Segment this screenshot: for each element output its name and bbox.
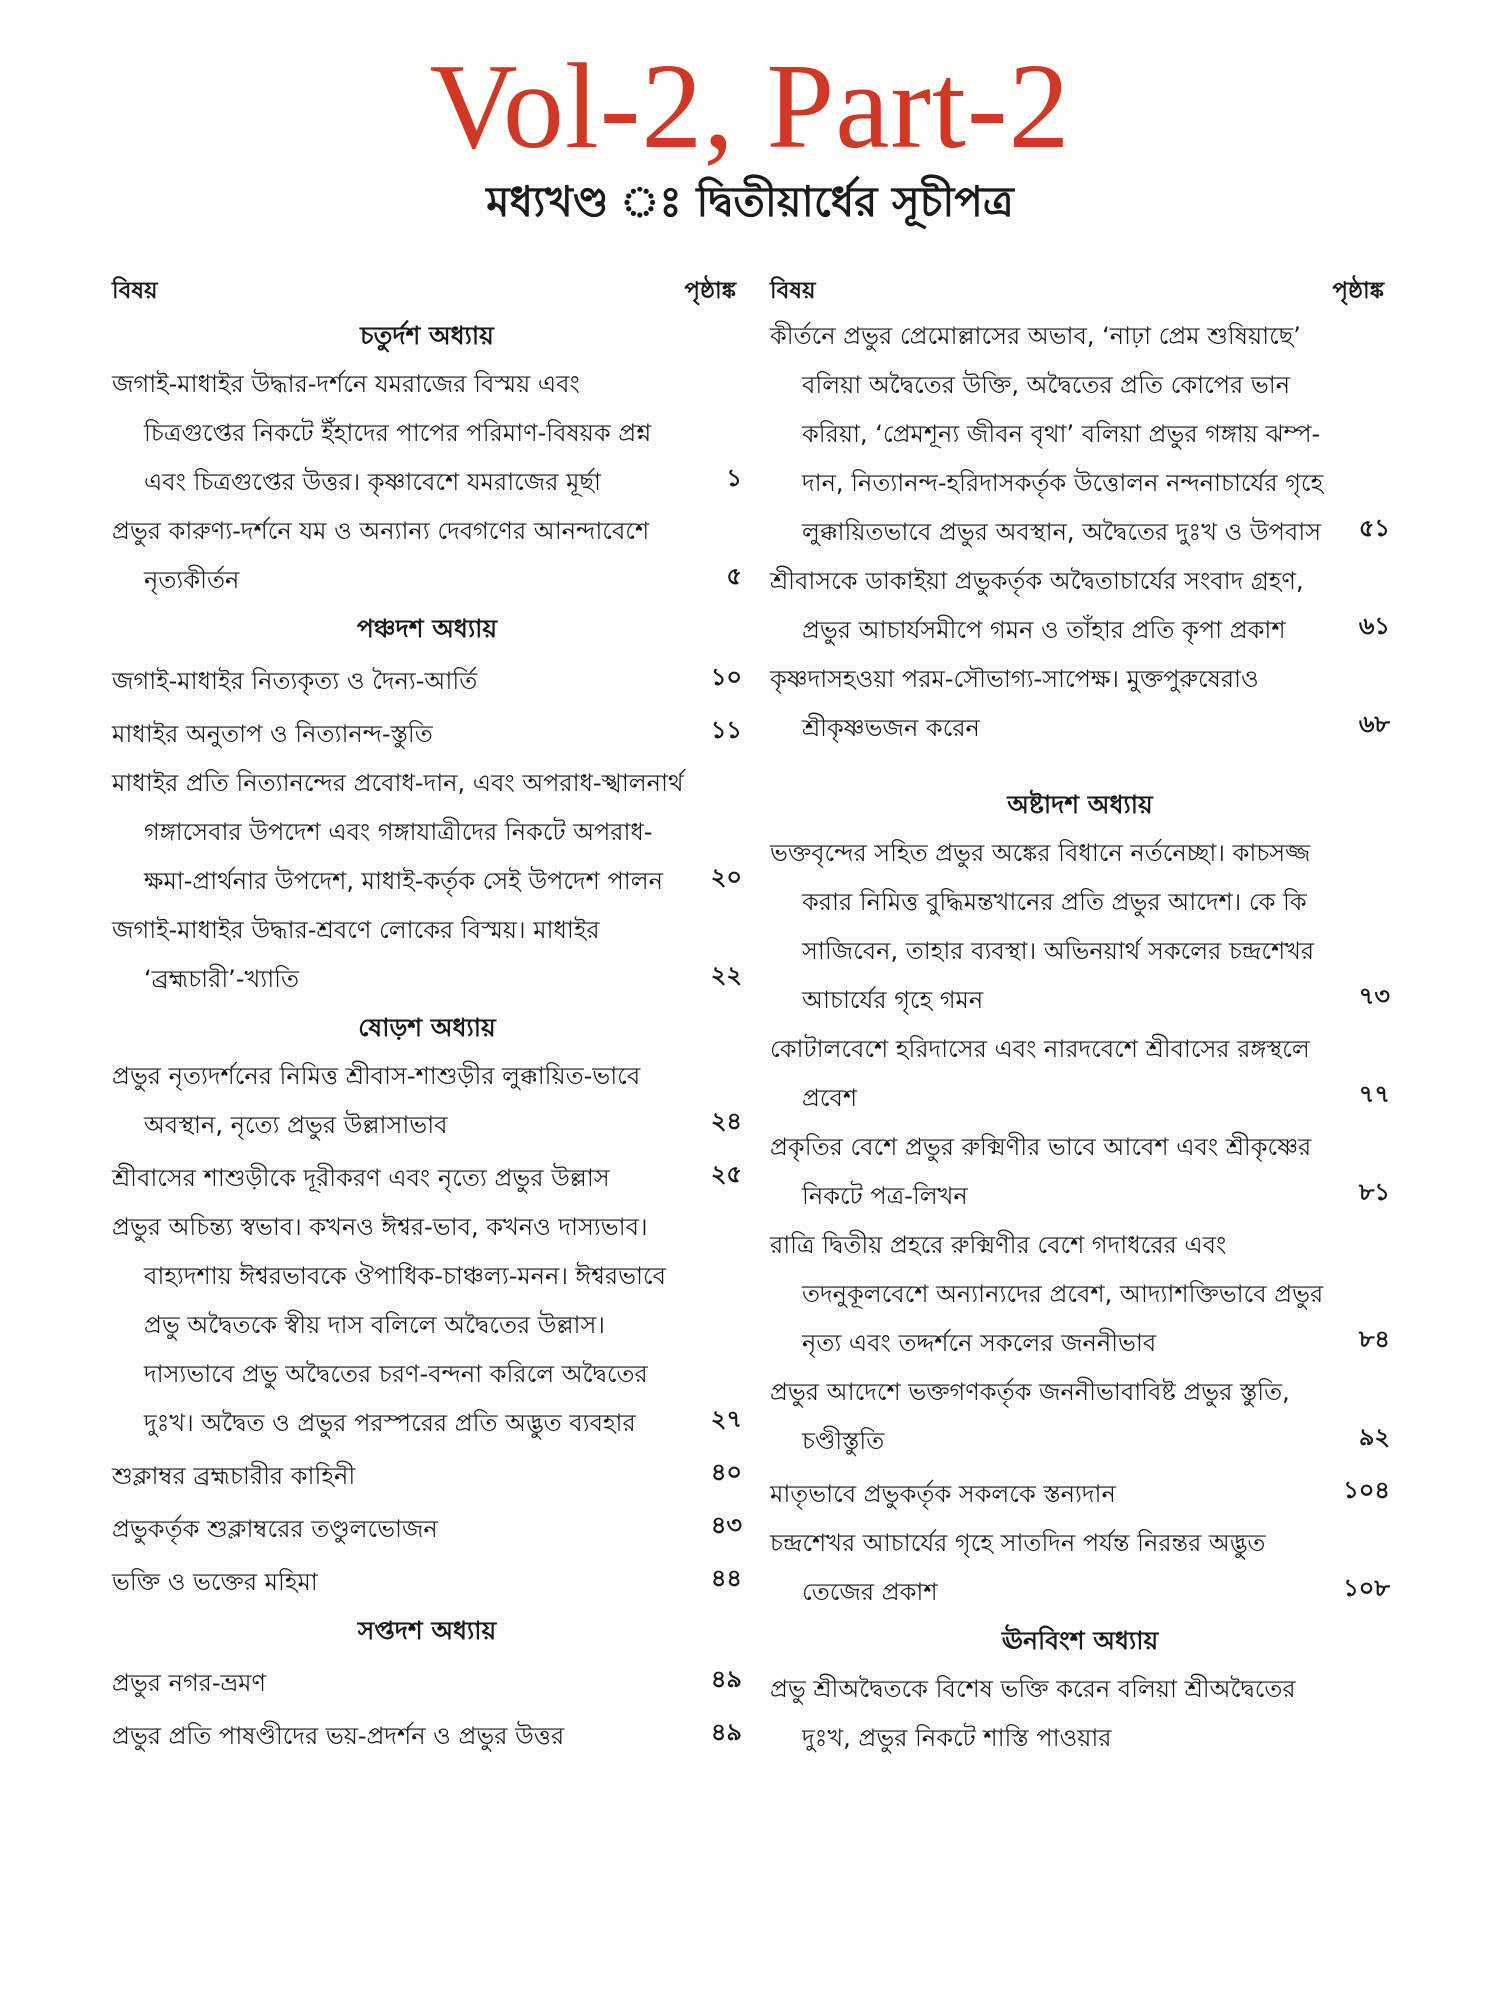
toc-entry-page: ২২ bbox=[710, 961, 742, 989]
toc-entry bbox=[112, 1501, 742, 1554]
toc-entry-page: ১০৮ bbox=[1343, 1574, 1390, 1602]
chapter-heading: ষোড়শ অধ্যায় bbox=[358, 1013, 496, 1042]
toc-entry bbox=[112, 1052, 742, 1150]
toc-entry-page: ২৭ bbox=[710, 1405, 742, 1433]
toc-entry-page: ৬১ bbox=[1358, 612, 1390, 640]
toc-entry bbox=[112, 1655, 742, 1708]
toc-entry-subject: প্রভুর নৃত্যদর্শনের নিমিত্ত শ্রীবাস-শাশুড়ীর লুক্কায়িত-ভাবে অবস্থান, নৃত্যে প্রভুর উল্লাসাভাব bbox=[112, 1062, 641, 1139]
left-column bbox=[112, 270, 742, 1761]
toc-entry bbox=[770, 557, 1390, 655]
toc-entry bbox=[112, 1554, 742, 1607]
toc-entry-subject: শ্রীবাসকে ডাকাইয়া প্রভুকর্তৃক অদ্বৈতাচার্যের সংবাদ গ্রহণ, প্রভুর আচার্যসমীপে গমন ও তাঁহার প্রতি কৃপা প্রকাশ bbox=[770, 567, 1304, 644]
toc-entry-subject: প্রভুর প্রতি পাষণ্ডীদের ভয়-প্রদর্শন ও প্রভুর উত্তর bbox=[112, 1722, 565, 1750]
toc-entry-subject: শ্রীবাসের শাশুড়ীকে দূরীকরণ এবং নৃত্যে প্রভুর উল্লাস bbox=[112, 1164, 610, 1192]
left-column-header bbox=[112, 270, 742, 312]
toc-entry-page: ৫১ bbox=[1358, 514, 1390, 542]
toc-entry-page: ৬৮ bbox=[1358, 710, 1390, 738]
toc-entry-page: ৫ bbox=[726, 562, 742, 590]
toc-entry-page: ২৪ bbox=[710, 1107, 742, 1135]
toc-entry bbox=[770, 1123, 1390, 1221]
toc-entry-subject: প্রভুর নগর-ভ্রমণ bbox=[112, 1669, 267, 1697]
toc-entry bbox=[112, 706, 742, 759]
right-column bbox=[770, 270, 1390, 1763]
toc-entry bbox=[770, 1025, 1390, 1123]
chapter-heading: ঊনবিংশ অধ্যায় bbox=[1001, 1626, 1159, 1655]
toc-entry bbox=[112, 1150, 742, 1203]
toc-entry-subject: প্রভুর কারুণ্য-দর্শনে যম ও অন্যান্য দেবগণের আনন্দাবেশে নৃত্যকীর্তন bbox=[112, 517, 650, 594]
toc-entry-subject: জগাই-মাধাইর নিত্যকৃত্য ও দৈন্য-আর্তি bbox=[112, 667, 478, 695]
page-title: Vol-2, Part-2 bbox=[429, 39, 1071, 174]
left-entries bbox=[112, 312, 742, 1761]
subject-column-label: বিষয় bbox=[770, 278, 816, 304]
toc-entry-subject: চন্দ্রশেখর আচার্যের গৃহে সাতদিন পর্যন্ত নিরন্তর অদ্ভুত তেজের প্রকাশ bbox=[770, 1529, 1266, 1606]
toc-entry-subject: প্রভুর অচিন্ত্য স্বভাব। কখনও ঈশ্বর-ভাব, কখনও দাস্যভাব। বাহ্যদশায় ঈশ্বরভাবকে ঔপাধিক-চাঞ্চল্য-মনন। ঈশ্বরভাবে প্রভু অদ্বৈতকে স্বীয় দাস বলিলে অদ্বৈতের উল্লাস। দাস্যভাবে প্রভু অদ্বৈতের চরণ-বন্দনা করিলে অদ্বৈতের দুঃখ। অদ্বৈত ও প্রভুর পরস্পরের প্রতি অদ্ভুত ব্যবহার bbox=[112, 1213, 666, 1437]
toc-entry-page: ১১ bbox=[710, 716, 742, 744]
toc-entry bbox=[770, 1519, 1390, 1617]
toc-entry-page bbox=[1334, 1759, 1390, 1763]
page-subtitle: মধ্যখণ্ড ঃ দ্বিতীয়ার্ধের সূচীপত্র bbox=[486, 177, 1014, 226]
page-column-label: পৃষ্ঠাঙ্ক bbox=[1332, 278, 1384, 304]
toc-entry-page: ৪৯ bbox=[710, 1718, 742, 1746]
toc-entry bbox=[770, 829, 1390, 1025]
toc-entry bbox=[112, 1708, 742, 1761]
toc-entry-subject: শুক্লাম্বর ব্রহ্মচারীর কাহিনী bbox=[112, 1462, 356, 1490]
toc-entry-subject: কোটালবেশে হরিদাসের এবং নারদবেশে শ্রীবাসের রঙ্গস্থলে প্রবেশ bbox=[770, 1035, 1310, 1112]
toc-entry-page: ১ bbox=[726, 464, 742, 492]
right-column-header bbox=[770, 270, 1390, 312]
toc-entry bbox=[112, 1203, 742, 1448]
chapter-heading: চতুর্দশ অধ্যায় bbox=[360, 321, 494, 350]
toc-entry-subject: প্রভুকর্তৃক শুক্লাম্বরের তণ্ডুলভোজন bbox=[112, 1515, 438, 1543]
toc-entry bbox=[770, 1368, 1390, 1466]
toc-entry-page: ৮৪ bbox=[1358, 1325, 1390, 1353]
toc-entry-subject: জগাই-মাধাইর উদ্ধার-শ্রবণে লোকের বিস্ময়। মাধাইর ‘ব্রহ্মচারী’-খ্যাতি bbox=[112, 916, 600, 993]
right-entries bbox=[770, 312, 1390, 1763]
toc-entry-page: ৭৭ bbox=[1358, 1080, 1390, 1108]
toc-entry-subject: মাধাইর অনুতাপ ও নিত্যানন্দ-স্তুতি bbox=[112, 720, 433, 748]
toc-entry bbox=[770, 312, 1390, 557]
toc-entry-subject: কৃষ্ণদাসহওয়া পরম-সৌভাগ্য-সাপেক্ষ। মুক্তপুরুষেরাও শ্রীকৃষ্ণভজন করেন bbox=[770, 665, 1259, 742]
chapter-heading: সপ্তদশ অধ্যায় bbox=[357, 1616, 497, 1645]
toc-entry-subject: রাত্রি দ্বিতীয় প্রহরে রুক্মিণীর বেশে গদাধরের এবং তদনুকূলবেশে অন্যান্যদের প্রবেশ, আদ্যাশক্তিভাবে প্রভুর নৃত্য এবং তদ্দর্শনে সকলের জননীভাব bbox=[770, 1231, 1324, 1357]
toc-entry-page: ৪৩ bbox=[710, 1511, 742, 1539]
page-column-label: পৃষ্ঠাঙ্ক bbox=[684, 278, 736, 304]
chapter-heading: অষ্টাদশ অধ্যায় bbox=[1007, 790, 1153, 819]
toc-entry-subject: মাতৃভাবে প্রভুকর্তৃক সকলকে স্তন্যদান bbox=[770, 1480, 1116, 1508]
toc-entry-subject: কীর্তনে প্রভুর প্রেমোল্লাসের অভাব, ‘নাঢ়া প্রেম শুষিয়াছে’ বলিয়া অদ্বৈতের উক্তি, অদ্বৈতের প্রতি কোপের ভান করিয়া, ‘প্রেমশূন্য জীবন বৃথা’ বলিয়া প্রভুর গঙ্গায় ঝম্প-দান, নিত্যানন্দ-হরিদাসকর্তৃক উত্তোলন নন্দনাচার্যের গৃহে লুক্কায়িতভাবে প্রভুর অবস্থান, অদ্বৈতের দুঃখ ও উপবাস bbox=[770, 322, 1324, 546]
chapter-heading: পঞ্চদশ অধ্যায় bbox=[356, 614, 498, 643]
toc-entry bbox=[770, 655, 1390, 753]
toc-entry-subject: প্রভুর আদেশে ভক্তগণকর্তৃক জননীভাবাবিষ্ট প্রভুর স্তুতি, চণ্ডীস্তুতি bbox=[770, 1378, 1290, 1455]
toc-entry-page: ১০ bbox=[710, 663, 742, 691]
toc-entry-page: ২৫ bbox=[710, 1160, 742, 1188]
toc-entry-subject: ভক্তবৃন্দের সহিত প্রভুর অঙ্কের বিধানে নর্তনেচ্ছা। কাচসজ্জ করার নিমিত্ত বুদ্ধিমন্তখানের প্রতি প্রভুর আদেশ। কে কি সাজিবেন, তাহার ব্যবস্থা। অভিনয়ার্থ সকলের চন্দ্রশেখর আচার্যের গৃহে গমন bbox=[770, 839, 1315, 1014]
toc-entry bbox=[112, 507, 742, 605]
toc-entry-page: ২০ bbox=[710, 863, 742, 891]
toc-entry bbox=[112, 360, 742, 507]
toc-entry bbox=[770, 1466, 1390, 1519]
toc-entry-subject: জগাই-মাধাইর উদ্ধার-দর্শনে যমরাজের বিস্ময় এবং চিত্রগুপ্তের নিকটে ইঁহাদের পাপের পরিমাণ-বিষয়ক প্রশ্ন এবং চিত্রগুপ্তের উত্তর। কৃষ্ণাবেশে যমরাজের মূর্ছা bbox=[112, 370, 652, 496]
toc-entry bbox=[770, 1665, 1390, 1763]
toc-entry bbox=[112, 759, 742, 906]
toc-entry-page: ৪৯ bbox=[710, 1665, 742, 1693]
subject-column-label: বিষয় bbox=[112, 278, 158, 304]
toc-entry bbox=[770, 1221, 1390, 1368]
toc-entry-page: ১০৪ bbox=[1343, 1476, 1390, 1504]
toc-entry-subject: মাধাইর প্রতি নিত্যানন্দের প্রবোধ-দান, এবং অপরাধ-স্খালনার্থ গঙ্গাসেবার উপদেশ এবং গঙ্গাযাত্রীদের নিকটে অপরাধ-ক্ষমা-প্রার্থনার উপদেশ, মাধাই-কর্তৃক সেই উপদেশ পালন bbox=[112, 769, 684, 895]
toc-entry-page: ৪০ bbox=[710, 1458, 742, 1486]
toc-entry-subject: প্রকৃতির বেশে প্রভুর রুক্মিণীর ভাবে আবেশ এবং শ্রীকৃষ্ণের নিকটে পত্র-লিখন bbox=[770, 1133, 1312, 1210]
toc-entry-subject: ভক্তি ও ভক্তের মহিমা bbox=[112, 1568, 318, 1596]
toc-entry-subject: প্রভু শ্রীঅদ্বৈতকে বিশেষ ভক্তি করেন বলিয়া শ্রীঅদ্বৈতের দুঃখ, প্রভুর নিকটে শাস্তি পাওয়ার bbox=[770, 1675, 1296, 1752]
toc-entry bbox=[112, 906, 742, 1004]
toc-entry bbox=[112, 653, 742, 706]
toc-entry-page: ৯২ bbox=[1358, 1423, 1390, 1451]
toc-entry-page: ৪৪ bbox=[710, 1564, 742, 1592]
toc-entry-page: ৭৩ bbox=[1358, 982, 1390, 1010]
toc-entry bbox=[112, 1448, 742, 1501]
toc-entry-page: ৮১ bbox=[1358, 1178, 1390, 1206]
